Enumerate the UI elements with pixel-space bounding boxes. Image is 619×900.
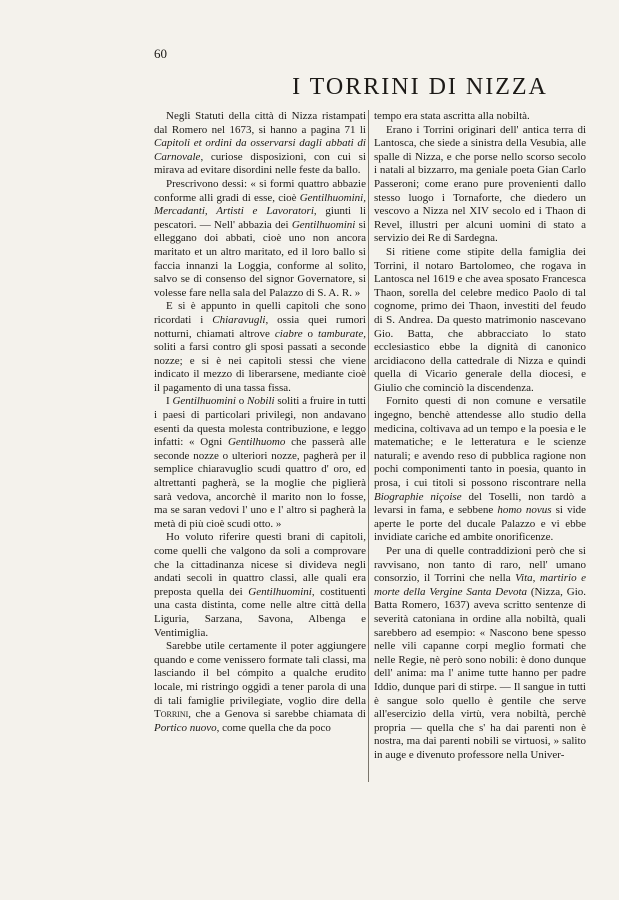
text-run: si elleggano doi abbati, cioè uno non ancora maritato et un altro maritato, ed il loro ballo si faccia innanzi la Loggia, conforme al solito, salvo se di consenso del signor Governatore, si volesse fare nella sala del Palazzo di S. A. R. » — [154, 218, 366, 299]
italic-text: Nobili — [247, 395, 275, 408]
text-run: o — [236, 395, 248, 408]
paragraph — [154, 640, 366, 735]
italic-text: Gentilhuomo — [227, 436, 286, 449]
italic-text: Gentilhuomini, Mercadanti, Artisti e Lavoratori — [154, 191, 366, 218]
italic-text: Portico nuovo — [154, 721, 217, 734]
text-run: che passerà alle seconde nozze o ulteriori nozze, pagherà per il semplice chiaravuglio scudi quattro d' oro, ed altrettanti pagherà, se la moglie che piglierà sarà vedova, ancorchè il marito non lo fosse, ma se saran vedovi l' uno e l' altro si pagherà la metà di più cioè scudi otto. » — [154, 436, 367, 530]
italic-text: Vita, martirio e morte della Vergine Santa Devota — [374, 572, 586, 598]
text-run: si vide aperte le porte del ducale Palazzo e vi ebbe invidiate cariche ed ambite onorificenze. — [374, 504, 587, 544]
paragraph — [154, 395, 366, 531]
italic-text: Gentilhuomini — [291, 218, 356, 231]
text-run: tempo era stata ascritta alla nobiltà. — [374, 110, 530, 122]
text-run: o — [302, 327, 319, 340]
italic-text: Gentilhuomini — [248, 585, 312, 598]
text-run: I — [166, 395, 173, 408]
text-run: (Nizza, Gio. Batta Romero, 1637) aveva scritto sentenze di severità catoniana in ordine alla nobiltà, quali sarebbero ad esempio: « Nascono bene spesso nelle vili capanne corpi meglio formati che nelle Regie, nè però sono nobili: è dono dunque dell' anima: ma l' anime tutte hanno per padre Iddio, dunque pari di stirpe. — Il sangue in tutti è sangue solo quello è gentile che serve all'esercizio della virtù, vera nobiltà, perchè propria — quella che s' ha dai parenti non è nostra, ma dai parenti nobili se virtuosi, » salito in auge e divenuto professore nella Univer- — [374, 585, 586, 761]
text-run: Si ritiene come stipite della famiglia dei Torrini, il notaro Bartolomeo, che rogava in Lantosca nel 1619 e che avea sposato Francesca Thaon, sorella del celebre medico Paolo di tal cognome, primo dei Thaon, investiti del feudo di S. Andrea. Da questo matrimonio nascevano Gio. Batta, che abbracciato lo stato ecclesiastico ebbe la dignità di canonico arcidiacono della cattedrale di Nizza e quindi quella di Vicario generale della diocesi, e Giulio che cominciò la discendenza. — [374, 245, 586, 394]
text-run: Fornito questi di non comune e versatile ingegno, benchè attendesse allo studio della medicina, coltivava ad un tempo e la poesia e le matematiche; e le letteratura e le scienze naturali; e avendo reso di pubblica ragione non pochi componimenti tanto in poesia, quanto in prosa, i cui titoli si possono riscontrare nella — [374, 395, 586, 490]
italic-text: homo novus — [497, 504, 552, 517]
italic-text: Chiaravugli — [212, 313, 266, 326]
column-rule — [368, 110, 369, 782]
text-run: , giunti li pescatori. — Nell' abbazia dei — [154, 205, 366, 231]
text-run: del Toselli, non tardò a levarsi in fama, e sebbene — [374, 490, 586, 517]
left-column — [154, 110, 366, 735]
italic-text: Gentilhuomini — [172, 395, 236, 408]
text-run: soliti a fruire in tutti i paesi di particolari privilegi, non andavano esenti da questa molesta contribuzione, e leggo infatti: « Ogni — [154, 395, 366, 449]
paragraph — [374, 395, 586, 545]
italic-text: ciabre — [274, 327, 303, 340]
paragraph — [154, 531, 366, 640]
text-run: , che a Genova si sarebbe chiamata di — [188, 708, 366, 721]
text-run: , come quella che da poco — [216, 721, 331, 734]
paragraph — [154, 110, 366, 178]
paragraph — [374, 545, 586, 763]
paragraph — [374, 246, 586, 396]
text-run: Negli Statuti della città di Nizza ristampati dal Romero nel 1673, si hanno a pagina 71 li — [154, 110, 366, 136]
text-run: , curiose disposizioni, con cui si mirava ad evitare disordini nelle feste da ballo. — [154, 150, 366, 177]
paragraph — [374, 124, 586, 246]
text-run: E si è appunto in quelli capitoli che sono ricordati i — [154, 300, 366, 326]
paragraph — [374, 110, 586, 124]
italic-text: Capitoli et ordini da osservarsi dagli abbati di Carnovale — [154, 137, 366, 163]
text-run: , costituenti una casta distinta, come nelle altre città della Liguria, Sarzana, Savona, Albenga e Ventimiglia. — [154, 585, 366, 639]
italic-text: tamburate — [318, 327, 364, 340]
text-run: , ossia quei rumori notturni, chiamati altrove — [154, 313, 366, 340]
text-run: Per una di quelle contraddizioni però che si ravvisano, non tanto di raro, nell' umano consorzio, il Torrini che nella — [374, 545, 586, 585]
page-title: I TORRINI DI NIZZA — [292, 74, 548, 100]
text-run: , soliti a farsi contro gli sposi passati a seconde nozze; e si è nei capitoli stessi che viene indicato il mezzo di liberarsene, mediante cioè il pagamento di una tassa fissa. — [154, 327, 367, 394]
italic-text: Biographie niçoise — [374, 490, 462, 503]
paragraph — [154, 300, 366, 395]
text-run: Prescrivono dessi: « si formi quattro abbazie conforme alli gradi di esse, cioè — [154, 177, 366, 204]
paragraph — [154, 178, 366, 300]
text-run: Erano i Torrini originari dell' antica terra di Lantosca, che siede a sinistra della Vesubia, alle spalle di Nizza, e che porse nello scorso secolo i natali al bizzarro, ma geniale poeta Gian Carlo Passeroni; come erano pure provenienti dallo stesso luogo i Tornaforte, che diedero un vescovo a Nizza nel XIV secolo ed i Thaon di Revel, illustri per alcuni uomini di stato a servizio dei Re di Sardegna. — [374, 123, 586, 245]
right-column — [374, 110, 586, 763]
small-caps-text: Torrini — [154, 708, 189, 721]
page-number: 60 — [154, 46, 167, 61]
text-run: Ho voluto riferire questi brani di capitoli, come quelli che valgono da soli a comprovare che la cittadinanza nicese si divideva negli andati secoli in quattro classi, alle quali era preposta quella dei — [154, 531, 366, 598]
text-run: Sarebbe utile certamente il poter aggiungere quando e come venissero formate tali classi, ma lasciando il bel cómpito a qualche erudito locale, mi ristringo oggidì a tener parola di una di tali famiglie privilegiate, voglio dire della — [154, 640, 366, 707]
